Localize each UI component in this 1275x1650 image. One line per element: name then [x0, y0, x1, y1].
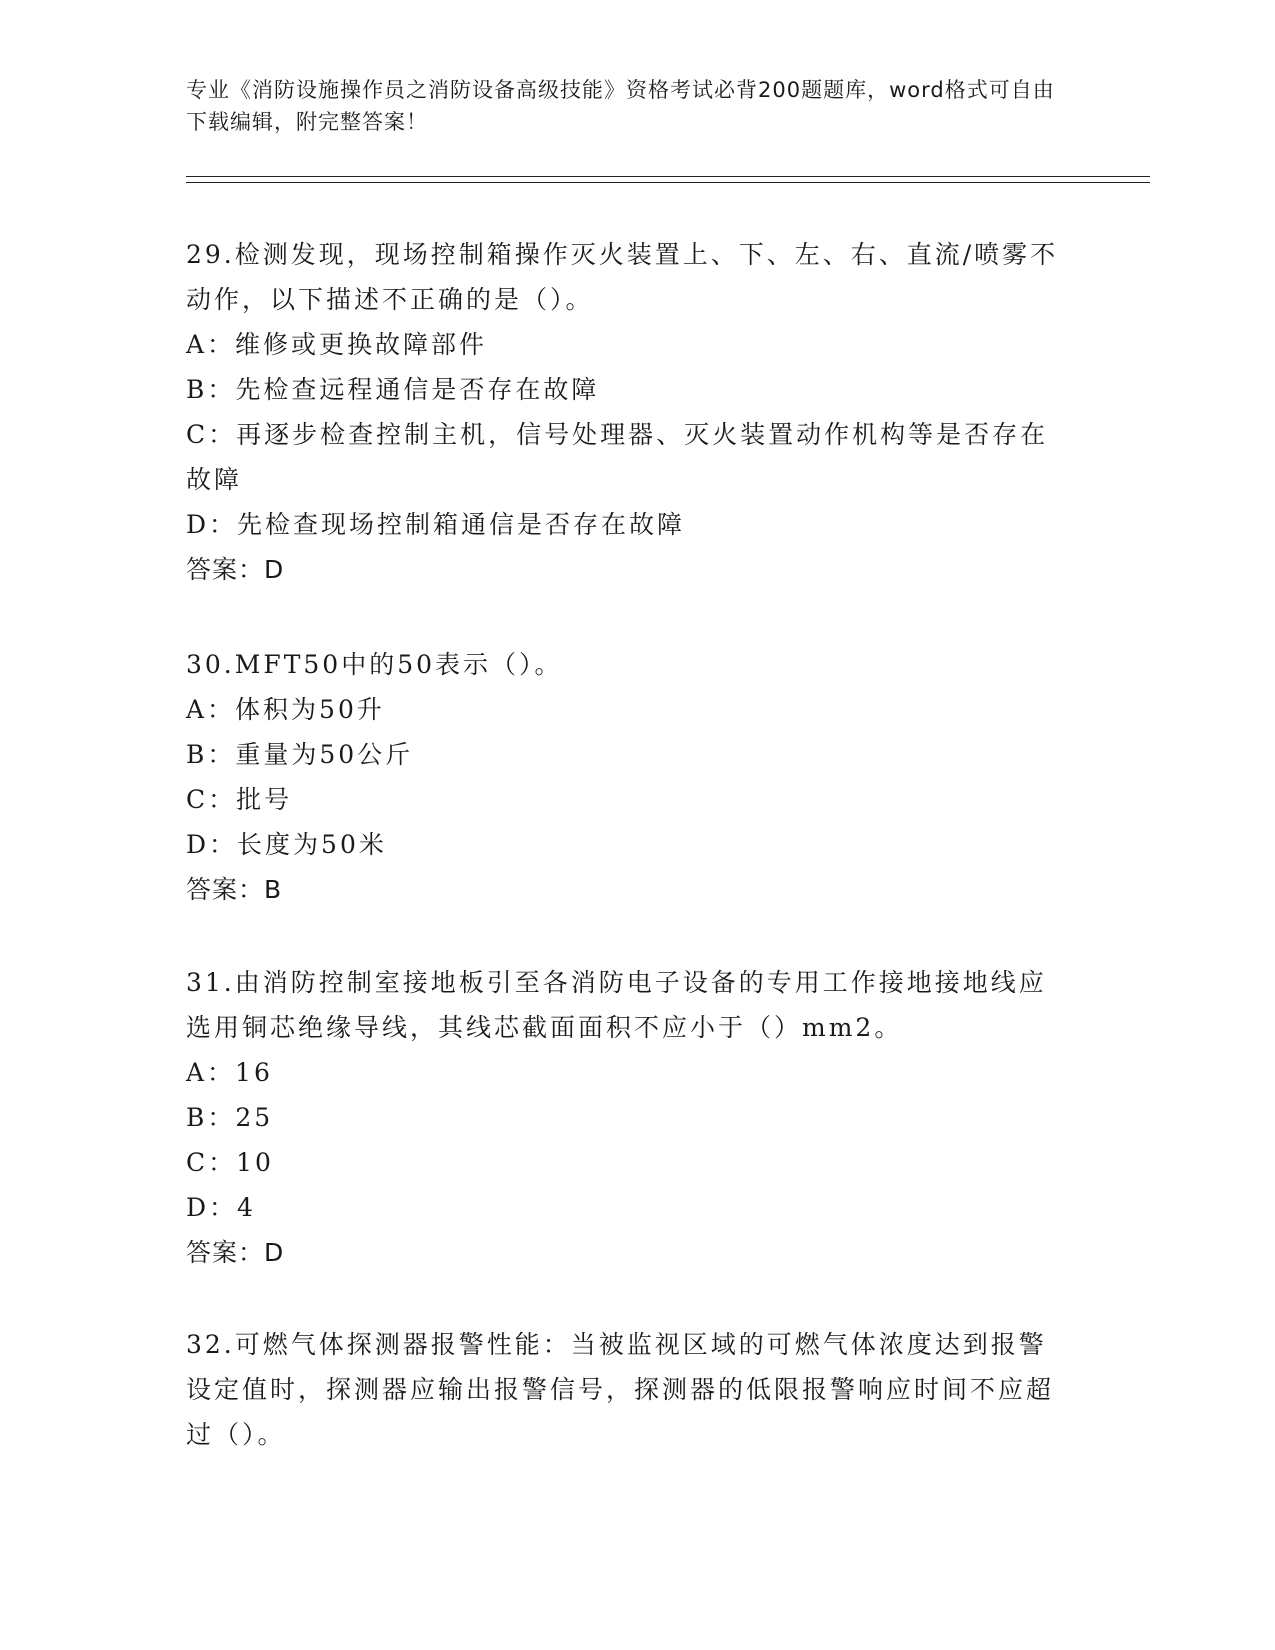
answer: 答案：D — [186, 1238, 285, 1267]
option-d: D：先检查现场控制箱通信是否存在故障 — [186, 510, 686, 539]
option-a: A：体积为50升 — [186, 695, 385, 724]
option-b: B：25 — [186, 1103, 274, 1132]
answer: 答案：D — [186, 555, 285, 584]
header-divider-bottom — [186, 182, 1150, 183]
document-header: 专业《消防设施操作员之消防设备高级技能》资格考试必背200题题库，word格式可自由下载编辑，附完整答案！ — [186, 78, 1055, 134]
option-b: B：先检查远程通信是否存在故障 — [186, 375, 600, 404]
option-c: C：批号 — [186, 785, 293, 814]
question-stem: 32.可燃气体探测器报警性能：当被监视区域的可燃气体浓度达到报警设定值时，探测器应输出报警信号，探测器的低限报警响应时间不应超过（）。 — [186, 1330, 1055, 1449]
option-c: C：再逐步检查控制主机，信号处理器、灭火装置动作机构等是否存在故障 — [186, 420, 1049, 494]
question-30 — [186, 642, 1066, 912]
header-divider-top — [186, 176, 1150, 177]
question-stem: 29.检测发现，现场控制箱操作灭火装置上、下、左、右、直流/喷雾不动作，以下描述不正确的是（）。 — [186, 240, 1059, 314]
option-c: C：10 — [186, 1148, 274, 1177]
answer: 答案：B — [186, 875, 283, 904]
option-d: D：4 — [186, 1193, 256, 1222]
option-b: B：重量为50公斤 — [186, 740, 414, 769]
question-32 — [186, 1322, 1066, 1457]
question-stem: 31.由消防控制室接地板引至各消防电子设备的专用工作接地接地线应选用铜芯绝缘导线，其线芯截面面积不应小于（）mm2。 — [186, 968, 1047, 1042]
question-29 — [186, 232, 1066, 592]
option-a: A：维修或更换故障部件 — [186, 330, 488, 359]
question-stem: 30.MFT50中的50表示（）。 — [186, 650, 563, 679]
option-a: A：16 — [186, 1058, 273, 1087]
option-d: D：长度为50米 — [186, 830, 387, 859]
question-31 — [186, 960, 1066, 1275]
